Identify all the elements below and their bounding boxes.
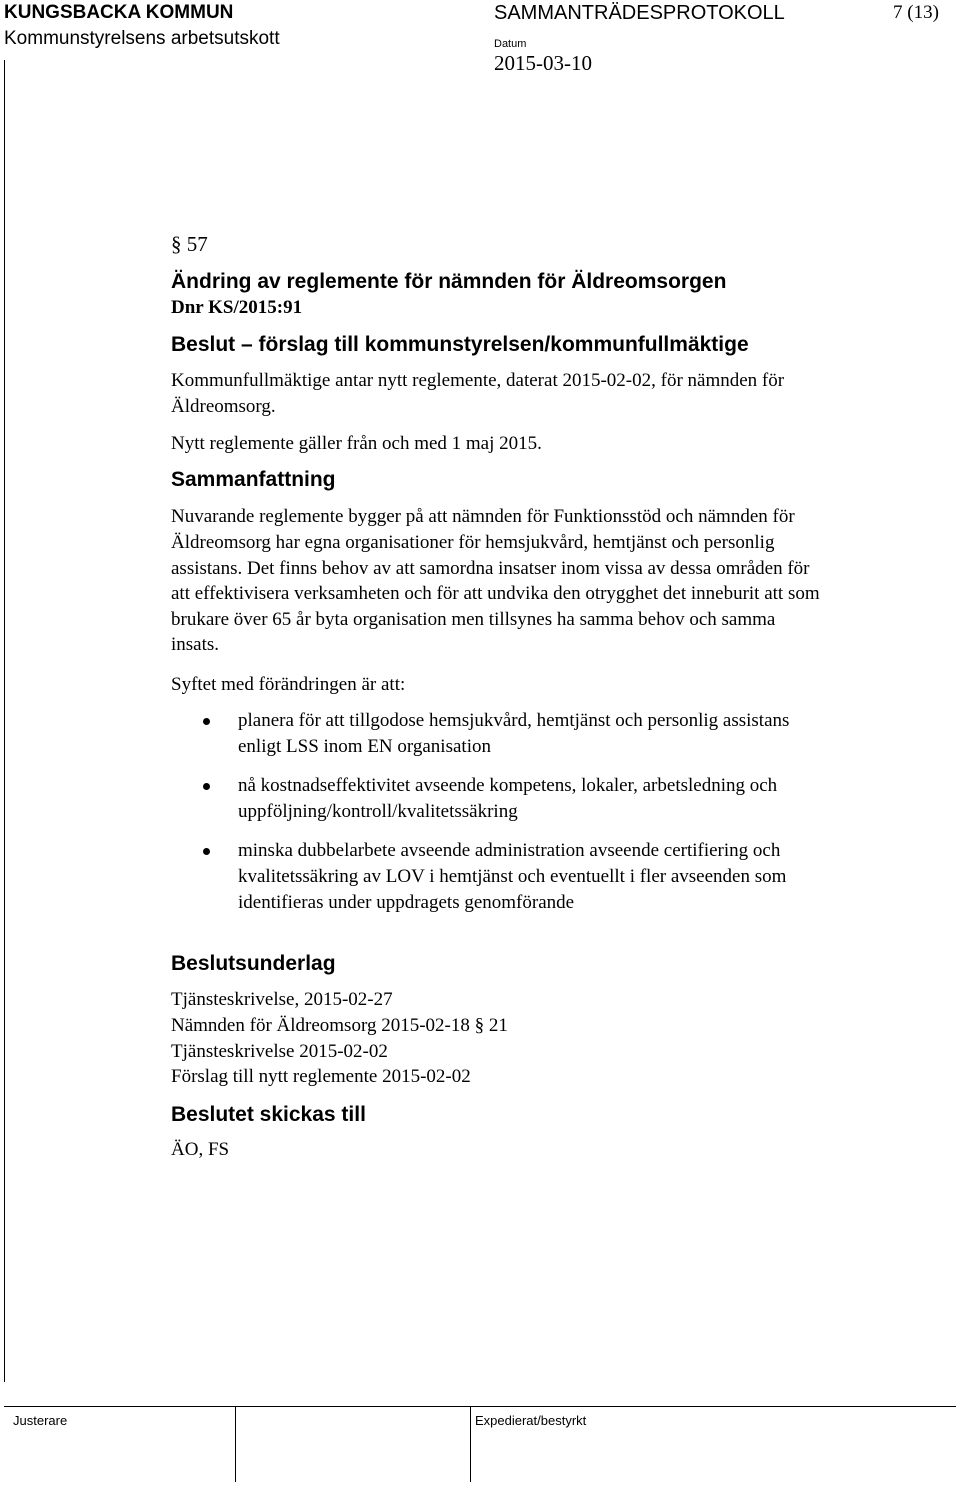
section-number: § 57 (171, 232, 208, 256)
summary-heading: Sammanfattning (171, 468, 336, 491)
basis-item: Förslag till nytt reglemente 2015-02-02 (171, 1066, 471, 1087)
list-item-line: kvalitetssäkring av LOV i hemtjänst och eventuellt i fler avseenden som (238, 866, 787, 887)
decision-line: Äldreomsorg. (171, 396, 276, 417)
list-item (238, 773, 928, 825)
summary-line: att effektivisera verksamheten och för att undvika den otrygghet det inneburit att som (171, 583, 820, 604)
footer-divider (4, 1406, 956, 1407)
list-item (238, 838, 928, 916)
basis-heading: Beslutsunderlag (171, 952, 336, 975)
footer-column-divider (235, 1406, 236, 1482)
list-item-line: nå kostnadseffektivitet avseende kompetens, lokaler, arbetsledning och (238, 775, 778, 796)
basis-item: Nämnden för Äldreomsorg 2015-02-18 § 21 (171, 1015, 508, 1036)
extract-label: Expedierat/bestyrkt (475, 1413, 587, 1428)
list-item-line: identifieras under uppdragets genomförande (238, 892, 575, 913)
decision-heading: Beslut – förslag till kommunstyrelsen/kommunfullmäktige (171, 333, 749, 356)
list-item-line: minska dubbelarbete avseende administration avseende certifiering och (238, 840, 781, 861)
sent-to-heading: Beslutet skickas till (171, 1103, 366, 1126)
meeting-date: 2015-03-10 (494, 51, 592, 75)
list-item (238, 708, 928, 760)
item-title: Ändring av reglemente för nämnden för Äldreomsorgen (171, 270, 727, 293)
bullet-icon (203, 783, 210, 790)
decision-line: Nytt reglemente gäller från och med 1 maj 2015. (171, 433, 542, 454)
decision-line: Kommunfullmäktige antar nytt reglemente, daterat 2015-02-02, för nämnden för (171, 370, 785, 391)
summary-line: insats. (171, 634, 220, 655)
bullet-icon (203, 848, 210, 855)
basis-item: Tjänsteskrivelse 2015-02-02 (171, 1041, 388, 1062)
organization-name: KUNGSBACKA KOMMUN (4, 2, 234, 23)
dnr-number: Dnr KS/2015:91 (171, 297, 303, 318)
footer-column-divider (470, 1406, 471, 1482)
list-item-line: planera för att tillgodose hemsjukvård, hemtjänst och personlig assistans (238, 710, 790, 731)
summary-line: Nuvarande reglemente bygger på att nämnden för Funktionsstöd och nämnden för (171, 506, 795, 527)
page-number: 7 (13) (893, 2, 939, 23)
adjuster-label: Justerare (13, 1413, 68, 1428)
date-label: Datum (494, 38, 527, 50)
sent-to-recipients: ÄO, FS (171, 1139, 230, 1160)
basis-item: Tjänsteskrivelse, 2015-02-27 (171, 989, 393, 1010)
summary-line: brukare över 65 år byta organisation men tillsynes ha samma behov och samma (171, 609, 776, 630)
list-item-line: enligt LSS inom EN organisation (238, 736, 491, 757)
purpose-intro: Syftet med förändringen är att: (171, 674, 406, 695)
committee-name: Kommunstyrelsens arbetsutskott (4, 28, 280, 49)
left-margin-line (4, 60, 5, 1382)
summary-line: assistans. Det finns behov av att samordna insatser inom vissa av dessa områden för (171, 558, 810, 579)
document-type: SAMMANTRÄDESPROTOKOLL (494, 2, 785, 24)
summary-line: Äldreomsorg har egna organisationer för hemsjukvård, hemtjänst och personlig (171, 532, 775, 553)
bullet-icon (203, 718, 210, 725)
list-item-line: uppföljning/kontroll/kvalitetssäkring (238, 801, 518, 822)
